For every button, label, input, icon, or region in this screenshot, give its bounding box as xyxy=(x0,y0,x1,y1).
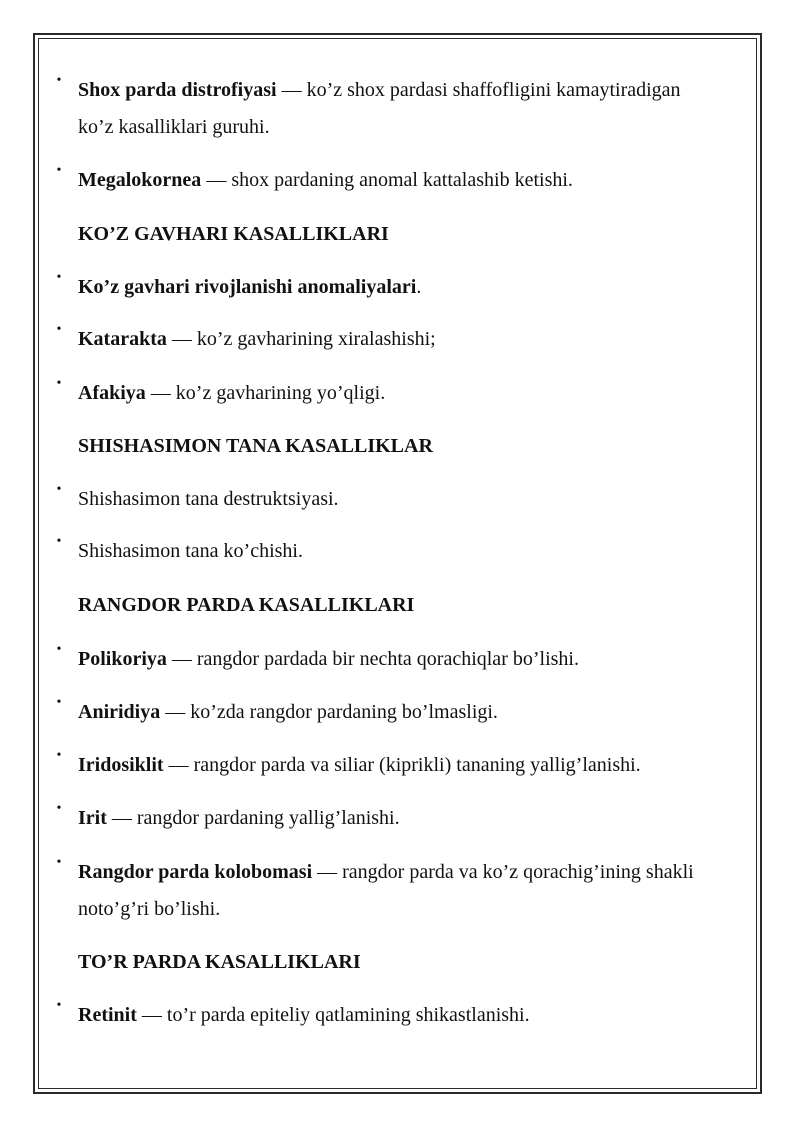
bullet-icon: • xyxy=(56,270,62,285)
item-text: . xyxy=(416,276,422,298)
item-text: — ko’zda rangdor pardaning bo’lmasligi. xyxy=(160,701,498,723)
item-text: — rangdor pardada bir nechta qorachiqlar bo’lishi. xyxy=(166,648,579,670)
item-term: Irit xyxy=(78,807,107,829)
section-heading: KO’Z GAVHARI KASALLIKLARI xyxy=(78,223,389,245)
list-item xyxy=(78,800,718,837)
list-item xyxy=(78,854,718,928)
list-item xyxy=(78,481,718,518)
item-term: Megalokornea xyxy=(78,169,202,191)
item-text: — ko’z gavharining xiralashishi; xyxy=(166,328,436,350)
item-text: — rangdor parda va ko’z qorachig’ining shakli noto’g’ri bo’lishi. xyxy=(78,861,694,920)
bullet-icon: • xyxy=(56,998,62,1013)
item-term: Retinit xyxy=(78,1004,137,1026)
bullet-icon: • xyxy=(56,695,62,710)
list-item xyxy=(78,321,718,358)
list-item xyxy=(78,72,718,146)
list-item xyxy=(78,997,718,1034)
item-text: — ko’z shox pardasi shaffofligini kamaytiradigan ko’z kasalliklari guruhi. xyxy=(78,79,681,138)
item-text: Shishasimon tana destruktsiyasi. xyxy=(78,488,339,510)
list-item xyxy=(78,747,718,784)
list-item xyxy=(78,162,718,199)
bullet-icon: • xyxy=(56,534,62,549)
list-item xyxy=(78,269,718,306)
item-text: — to’r parda epiteliy qatlamining shikastlanishi. xyxy=(136,1004,530,1026)
bullet-icon: • xyxy=(56,322,62,337)
item-text: — rangdor parda va siliar (kiprikli) tananing yallig’lanishi. xyxy=(163,754,641,776)
list-item xyxy=(78,533,718,570)
item-term: Aniridiya xyxy=(78,701,161,723)
section-heading: SHISHASIMON TANA KASALLIKLAR xyxy=(78,435,433,457)
bullet-icon: • xyxy=(56,801,62,816)
bullet-icon: • xyxy=(56,376,62,391)
item-term: Iridosiklit xyxy=(78,754,164,776)
item-term: Shox parda distrofiyasi xyxy=(78,79,277,101)
list-item xyxy=(78,375,718,412)
item-term: Ko’z gavhari rivojlanishi anomaliyalari xyxy=(78,276,417,298)
item-text: — rangdor pardaning yallig’lanishi. xyxy=(106,807,400,829)
bullet-icon: • xyxy=(56,642,62,657)
item-text: — ko’z gavharining yo’qligi. xyxy=(145,382,386,404)
bullet-icon: • xyxy=(56,855,62,870)
item-text: — shox pardaning anomal kattalashib ketishi. xyxy=(201,169,573,191)
section-heading: TO’R PARDA KASALLIKLARI xyxy=(78,951,361,973)
item-term: Afakiya xyxy=(78,382,146,404)
bullet-icon: • xyxy=(56,163,62,178)
list-item xyxy=(78,694,718,731)
item-term: Polikoriya xyxy=(78,648,167,670)
bullet-icon: • xyxy=(56,73,62,88)
list-item xyxy=(78,641,718,678)
section-heading: RANGDOR PARDA KASALLIKLARI xyxy=(78,594,415,616)
item-text: Shishasimon tana ko’chishi. xyxy=(78,540,303,562)
item-term: Rangdor parda kolobomasi xyxy=(78,861,313,883)
bullet-icon: • xyxy=(56,748,62,763)
item-term: Katarakta xyxy=(78,328,167,350)
bullet-icon: • xyxy=(56,482,62,497)
